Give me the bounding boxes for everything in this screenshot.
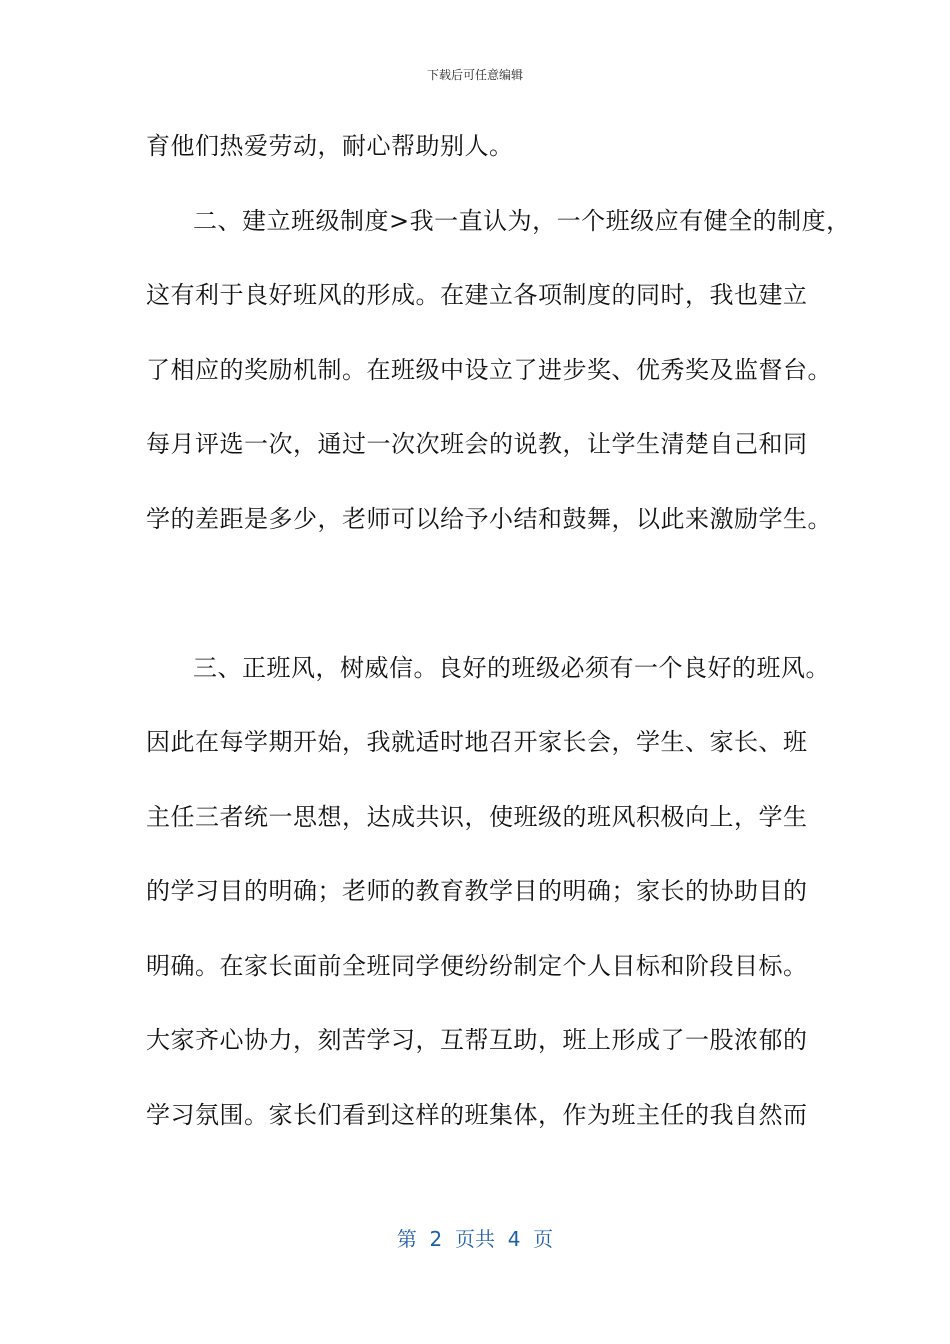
body-line-7: 三、正班风，树威信。良好的班级必须有一个良好的班风。 (193, 654, 830, 682)
body-line-8: 因此在每学期开始，我就适时地召开家长会，学生、家长、班 (146, 728, 808, 756)
body-line-1: 育他们热爱劳动，耐心帮助别人。 (146, 132, 514, 160)
body-line-13: 学习氛围。家长们看到这样的班集体，作为班主任的我自然而 (146, 1101, 808, 1129)
page-footer: 第 2 页共 4 页 (396, 1227, 554, 1251)
body-line-11: 明确。在家长面前全班同学便纷纷制定个人目标和阶段目标。 (146, 952, 808, 980)
body-line-9: 主任三者统一思想，达成共识，使班级的班风积极向上，学生 (146, 803, 808, 831)
page-header: 下载后可任意编辑 (426, 68, 523, 82)
body-line-6: 学的差距是多少，老师可以给予小结和鼓舞，以此来激励学生。 (146, 505, 832, 533)
body-line-5: 每月评选一次，通过一次次班会的说教，让学生清楚自己和同 (146, 430, 808, 458)
body-line-3: 这有利于良好班风的形成。在建立各项制度的同时，我也建立 (146, 281, 808, 309)
body-line-4: 了相应的奖励机制。在班级中设立了进步奖、优秀奖及监督台。 (146, 356, 832, 384)
body-line-10: 的学习目的明确；老师的教育教学目的明确；家长的协助目的 (146, 877, 808, 905)
body-line-2: 二、建立班级制度>我一直认为，一个班级应有健全的制度， (193, 207, 851, 235)
body-line-12: 大家齐心协力，刻苦学习，互帮互助，班上形成了一股浓郁的 (146, 1026, 808, 1054)
